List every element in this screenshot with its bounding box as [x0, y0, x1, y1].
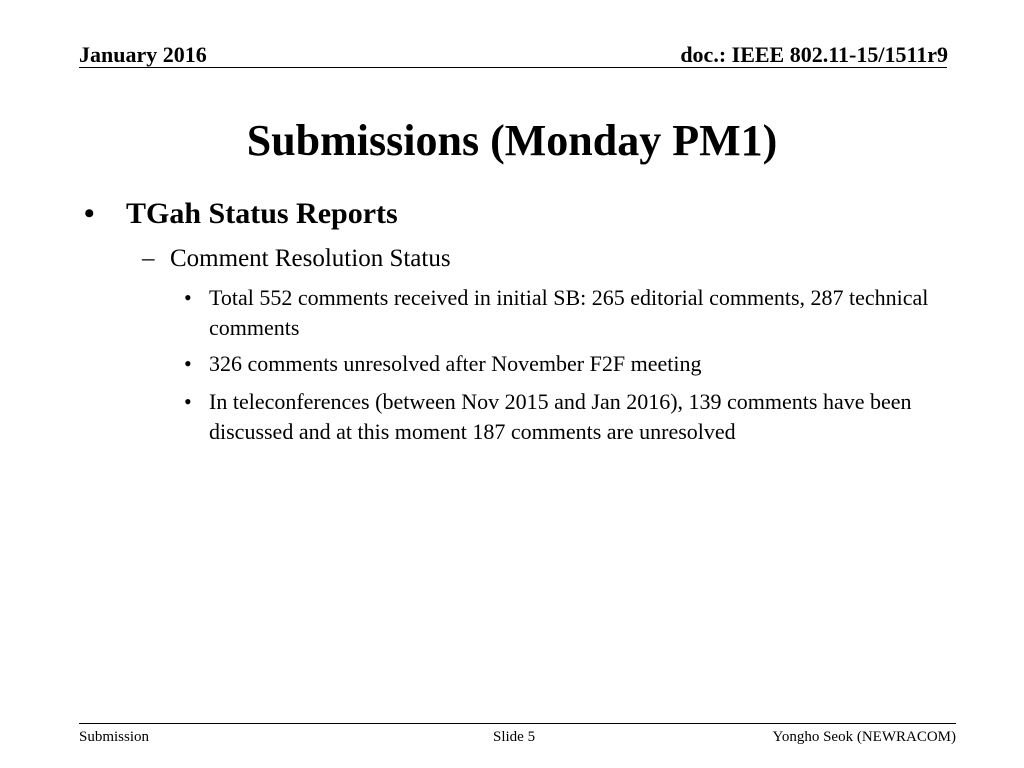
bullet-icon: • [184, 285, 192, 310]
bullet-level2-text: Comment Resolution Status [170, 245, 451, 272]
footer-divider [79, 723, 956, 724]
dash-icon: – [142, 245, 155, 272]
footer-slide-number: Slide 5 [493, 729, 536, 745]
bullet-icon: • [84, 197, 95, 230]
header-doc-id: doc.: IEEE 802.11-15/1511r9 [680, 42, 948, 67]
footer-submission: Submission [79, 729, 150, 745]
bullet-icon: • [184, 389, 192, 414]
bullet-icon: • [184, 351, 192, 376]
bullet-level3-text: 326 comments unresolved after November F2F meeting [209, 351, 702, 376]
bullet-level3-text: In teleconferences (between Nov 2015 and Jan 2016), 139 comments have been discussed and at this moment 187 comments are unresolved [209, 389, 912, 444]
bullet-level1-text: TGah Status Reports [126, 197, 398, 230]
slide-title: Submissions (Monday PM1) [246, 116, 778, 165]
bullet-level3-item [184, 283, 944, 343]
bullet-level3-item [184, 387, 944, 447]
header-divider [79, 67, 947, 68]
bullet-level3-item [184, 349, 944, 379]
bullet-level3-text: Total 552 comments received in initial SB: 265 editorial comments, 287 technical comments [209, 285, 929, 340]
footer-author: Yongho Seok (NEWRACOM) [772, 729, 956, 745]
header-date: January 2016 [79, 42, 207, 67]
